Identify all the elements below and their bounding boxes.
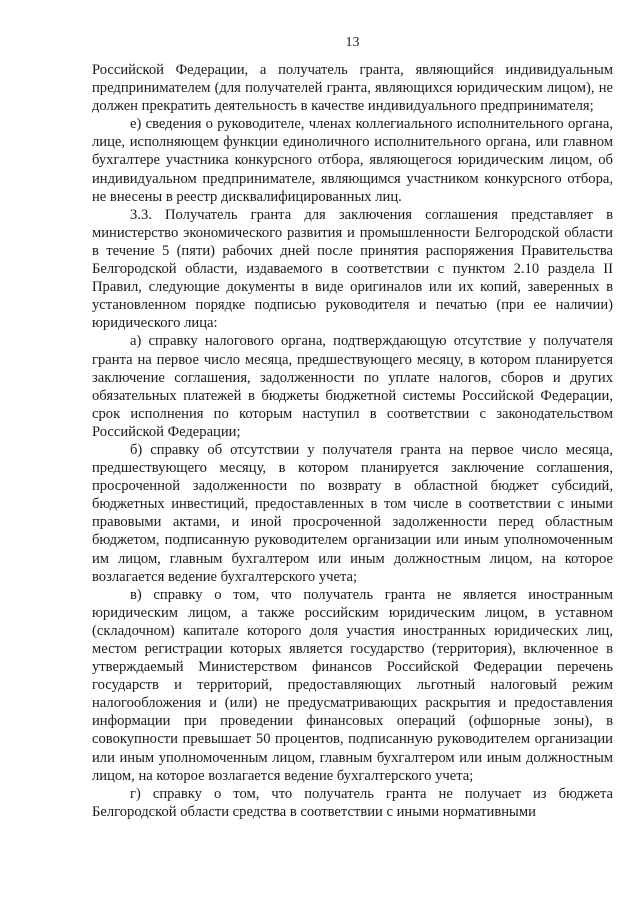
paragraph-section-3-3: 3.3. Получатель гранта для заключения соглашения представляет в министерство экономического развития и промышленности Белгородской области в течение 5 (пяти) рабочих дней после принятия распоряжения Правительства Белгородской области, издаваемого в соответствии с пунктом 2.10 раздела II Правил, следующие документы в виде оригиналов или их копий, заверенных в установленном порядке подписью руководителя и печатью (при ее наличии) юридического лица: <box>92 206 613 332</box>
paragraph-item-g: г) справку о том, что получатель гранта не получает из бюджета Белгородской области средства в соответствии с иными нормативными <box>92 785 613 820</box>
paragraph-item-v: в) справку о том, что получатель гранта не является иностранным юридическим лицом, а также российским юридическим лицом, в уставном (складочном) капитале которого доля участия иностранных юридических лиц, местом регистрации которых является государство (территория), включенное в утверждаемый Министерством финансов Российской Федерации перечень государств и территорий, предоставляющих льготный налоговый режим налогообложения и (или) не предусматривающих раскрытия и предоставления информации при проведении финансовых операций (офшорные зоны), в совокупности превышает 50 процентов, подписанную руководителем организации или иным уполномоченным лицом, главным бухгалтером или иным должностным лицом, на которое возлагается ведение бухгалтерского учета; <box>92 586 613 784</box>
paragraph-item-e: е) сведения о руководителе, членах коллегиального исполнительного органа, лице, исполняющем функции единоличного исполнительного органа, или главном бухгалтере участника конкурсного отбора, являющегося юридическим лицом, об индивидуальном предпринимателе, являющимся участником конкурсного отбора, не внесены в реестр дисквалифицированных лиц. <box>92 116 613 205</box>
paragraph-continuation: Российской Федерации, а получатель гранта, являющийся индивидуальным предпринимателем (для получателей гранта, являющихся юридическим лицом), не должен прекратить деятельность в качестве индивидуального предпринимателя; <box>92 62 613 115</box>
page-number: 13 <box>345 35 360 50</box>
paragraph-item-a: а) справку налогового органа, подтверждающую отсутствие у получателя гранта на первое число месяца, предшествующего месяцу, в котором планируется заключение соглашения, задолженности по уплате налогов, сборов и других обязательных платежей в бюджеты бюджетной системы Российской Федерации, срок исполнения по которым наступил в соответствии с законодательством Российской Федерации; <box>92 333 613 440</box>
paragraph-item-b: б) справку об отсутствии у получателя гранта на первое число месяца, предшествующего месяцу, в котором планируется заключение соглашения, просроченной задолженности по возврату в областной бюджет субсидий, бюджетных инвестиций, предоставленных в том числе в соответствии с иными правовыми актами, и иной просроченной задолженности перед областным бюджетом, подписанную руководителем организации или иным уполномоченным им лицом, главным бухгалтером или иным должностным лицом, на которое возлагается ведение бухгалтерского учета; <box>92 441 613 585</box>
document-page <box>92 34 613 821</box>
